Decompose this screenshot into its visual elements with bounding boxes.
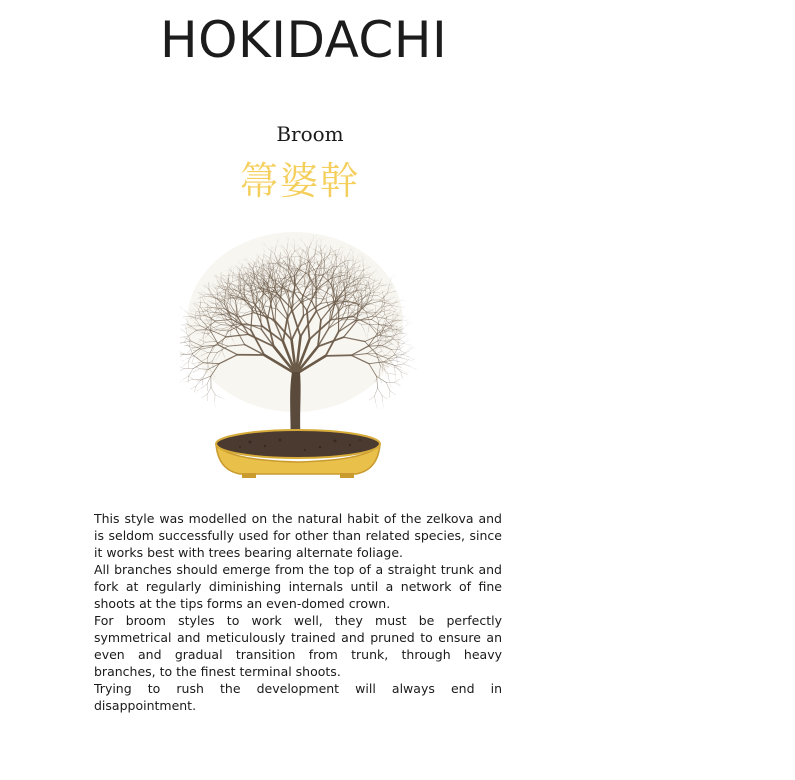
body-text [94, 510, 502, 714]
paragraph: Trying to rush the development will always end in disappointment. [94, 681, 502, 713]
paragraph: All branches should emerge from the top of a straight trunk and fork at regularly diminishing internals until a network of fine shoots at the tips forms an even-domed crown. [94, 562, 502, 611]
paragraph: This style was modelled on the natural habit of the zelkova and is seldom successfully used for other than related species, since it works best with trees bearing alternate foliage. [94, 511, 502, 560]
bonsai-tree-icon [180, 222, 420, 484]
page-title: HOKIDACHI [160, 11, 448, 69]
paragraph: For broom styles to work well, they must be perfectly symmetrical and meticulously trained and pruned to ensure an even and gradual transition from trunk, through heavy branches, to the finest terminal shoots. [94, 613, 502, 679]
style-kanji: 箒婆幹 [239, 159, 360, 203]
style-name: Broom [276, 122, 344, 146]
